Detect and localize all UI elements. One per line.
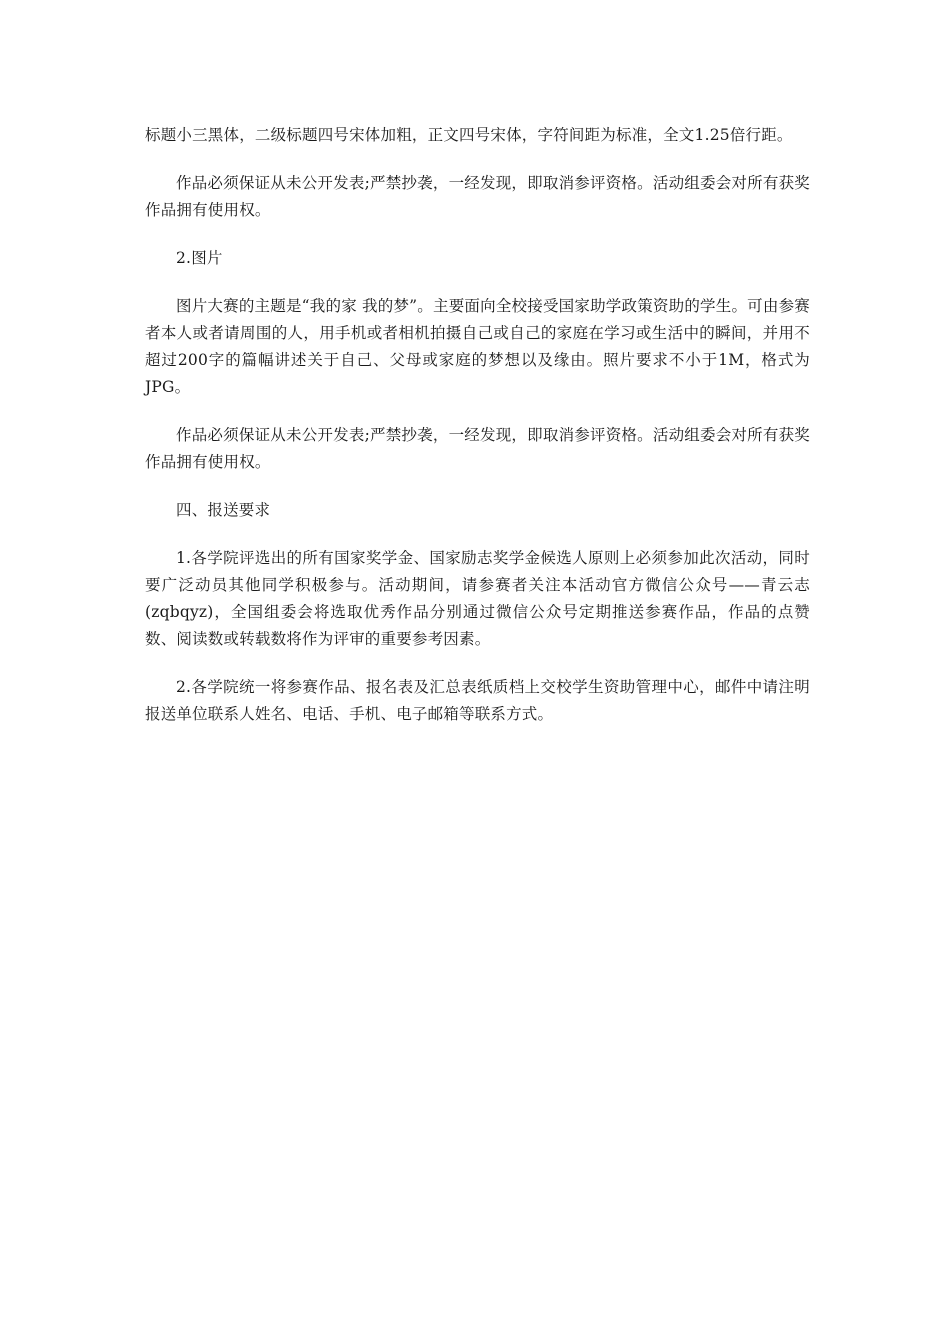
section-heading-submission: 四、报送要求 (176, 501, 271, 519)
section-heading-images: 2.图片 (176, 249, 223, 267)
document-page (145, 122, 810, 749)
paragraph-submission-2: 2.各学院统一将参赛作品、报名表及汇总表纸质档上交校学生资助管理中心，邮件中请注明报送单位联系人姓名、电话、手机、电子邮箱等联系方式。 (145, 678, 810, 723)
paragraph-originality-1: 作品必须保证从未公开发表;严禁抄袭，一经发现，即取消参评资格。活动组委会对所有获奖作品拥有使用权。 (145, 174, 810, 219)
paragraph-format-spec: 标题小三黑体，二级标题四号宋体加粗，正文四号宋体，字符间距为标准，全文1.25倍行距。 (145, 126, 793, 144)
paragraph-originality-2: 作品必须保证从未公开发表;严禁抄袭，一经发现，即取消参评资格。活动组委会对所有获奖作品拥有使用权。 (145, 426, 810, 471)
paragraph-image-theme: 图片大赛的主题是“我的家 我的梦”。主要面向全校接受国家助学政策资助的学生。可由参赛者本人或者请周围的人，用手机或者相机拍摄自己或自己的家庭在学习或生活中的瞬间，并用不超过200字的篇幅讲述关于自己、父母或家庭的梦想以及缘由。照片要求不小于1M，格式为JPG。 (145, 297, 810, 396)
paragraph-submission-1: 1.各学院评选出的所有国家奖学金、国家励志奖学金候选人原则上必须参加此次活动，同时要广泛动员其他同学积极参与。活动期间，请参赛者关注本活动官方微信公众号——青云志(zqbqyz)，全国组委会将选取优秀作品分别通过微信公众号定期推送参赛作品，作品的点赞数、阅读数或转载数将作为评审的重要参考因素。 (145, 549, 810, 648)
